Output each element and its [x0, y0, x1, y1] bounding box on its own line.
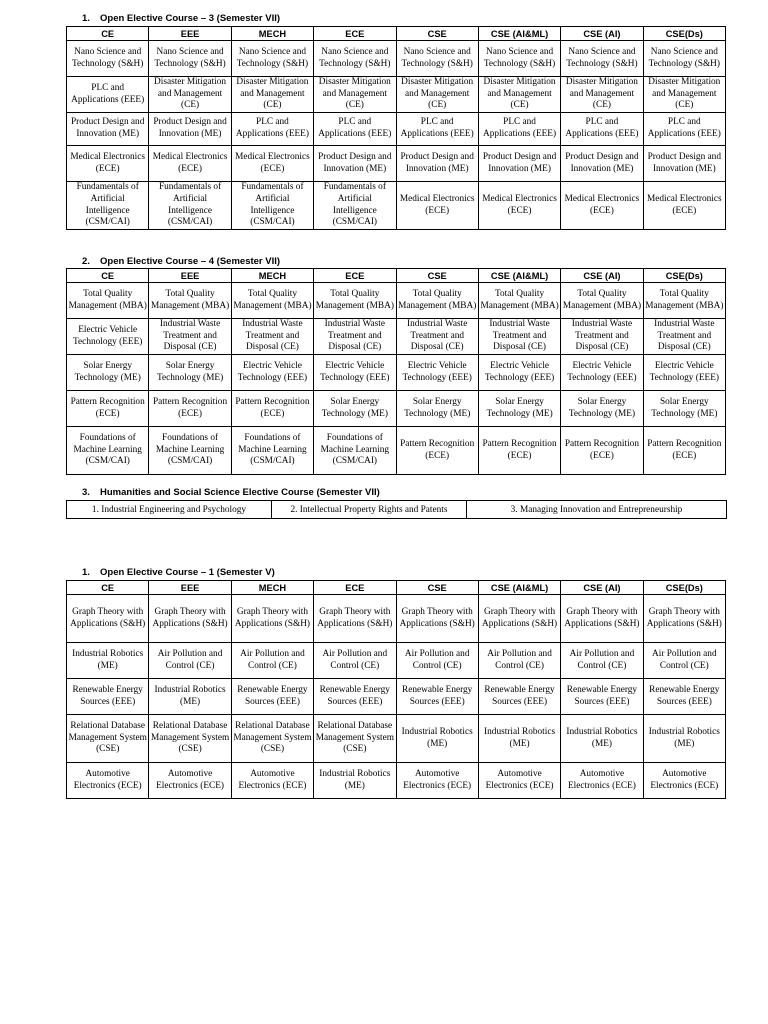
oe4-cell-eee: Solar Energy Technology (ME) — [149, 355, 231, 391]
oe4-cell-cse: Total Quality Management (MBA) — [396, 283, 478, 319]
oe3-col-header-mech: MECH — [231, 27, 313, 41]
oe1-cell-eee: Air Pollution and Control (CE) — [149, 643, 231, 679]
oe3-cell-cse-ai-ml: Disaster Mitigation and Management (CE) — [478, 77, 560, 113]
oe1-cell-cse-ds: Industrial Robotics (ME) — [643, 715, 725, 763]
table-row — [67, 427, 726, 475]
oe3-cell-cse-ai: PLC and Applications (EEE) — [561, 113, 643, 146]
oe1-col-header-cse: CSE — [396, 581, 478, 595]
oe4-cell-ece: Industrial Waste Treatment and Disposal (CE) — [314, 319, 396, 355]
oe1-cell-ce: Graph Theory with Applications (S&H) — [67, 595, 149, 643]
oe1-cell-mech: Graph Theory with Applications (S&H) — [231, 595, 313, 643]
oe4-cell-cse-ai: Electric Vehicle Technology (EEE) — [561, 355, 643, 391]
oe1-title: Open Elective Course – 1 (Semester V) — [100, 567, 275, 578]
oe4-cell-eee: Total Quality Management (MBA) — [149, 283, 231, 319]
oe4-cell-mech: Pattern Recognition (ECE) — [231, 391, 313, 427]
oe1-cell-cse-ai: Industrial Robotics (ME) — [561, 715, 643, 763]
oe1-cell-cse: Graph Theory with Applications (S&H) — [396, 595, 478, 643]
hss-item-3: 3. Managing Innovation and Entrepreneurship — [467, 501, 727, 519]
oe4-cell-mech: Industrial Waste Treatment and Disposal (CE) — [231, 319, 313, 355]
oe4-table — [66, 268, 726, 475]
oe3-cell-ce: Product Design and Innovation (ME) — [67, 113, 149, 146]
oe1-col-header-ce: CE — [67, 581, 149, 595]
oe3-cell-ece: Product Design and Innovation (ME) — [314, 146, 396, 182]
oe1-cell-cse-ai-ml: Air Pollution and Control (CE) — [478, 643, 560, 679]
oe1-number: 1. — [82, 567, 90, 578]
oe3-cell-cse: Product Design and Innovation (ME) — [396, 146, 478, 182]
oe1-col-header-cse-ds: CSE(Ds) — [643, 581, 725, 595]
hss-row — [67, 501, 727, 519]
oe4-cell-eee: Industrial Waste Treatment and Disposal (CE) — [149, 319, 231, 355]
oe3-cell-eee: Fundamentals of Artificial Intelligence (CSM/CAI) — [149, 182, 231, 230]
oe4-cell-cse-ai: Industrial Waste Treatment and Disposal (CE) — [561, 319, 643, 355]
oe4-cell-ce: Pattern Recognition (ECE) — [67, 391, 149, 427]
oe3-header-row — [67, 27, 726, 41]
oe4-cell-ce: Total Quality Management (MBA) — [67, 283, 149, 319]
oe1-cell-ce: Industrial Robotics (ME) — [67, 643, 149, 679]
oe1-cell-ece: Graph Theory with Applications (S&H) — [314, 595, 396, 643]
oe1-col-header-eee: EEE — [149, 581, 231, 595]
oe4-col-header-cse-ai-ml: CSE (AI&ML) — [478, 269, 560, 283]
oe4-cell-ece: Solar Energy Technology (ME) — [314, 391, 396, 427]
oe1-heading — [82, 567, 275, 578]
oe4-col-header-eee: EEE — [149, 269, 231, 283]
oe3-cell-eee: Disaster Mitigation and Management (CE) — [149, 77, 231, 113]
oe3-cell-ce: Fundamentals of Artificial Intelligence (CSM/CAI) — [67, 182, 149, 230]
hss-number: 3. — [82, 487, 90, 498]
oe3-cell-ece: Fundamentals of Artificial Intelligence (CSM/CAI) — [314, 182, 396, 230]
oe1-cell-cse-ds: Automotive Electronics (ECE) — [643, 763, 725, 799]
hss-title: Humanities and Social Science Elective Course (Semester VII) — [100, 487, 380, 498]
oe4-cell-cse-ai-ml: Solar Energy Technology (ME) — [478, 391, 560, 427]
oe4-cell-cse-ai: Solar Energy Technology (ME) — [561, 391, 643, 427]
oe4-cell-cse-ai-ml: Electric Vehicle Technology (EEE) — [478, 355, 560, 391]
oe1-cell-ce: Automotive Electronics (ECE) — [67, 763, 149, 799]
oe4-cell-cse: Pattern Recognition (ECE) — [396, 427, 478, 475]
oe1-cell-cse: Renewable Energy Sources (EEE) — [396, 679, 478, 715]
oe3-cell-cse-ai-ml: Medical Electronics (ECE) — [478, 182, 560, 230]
oe3-cell-cse-ai-ml: Nano Science and Technology (S&H) — [478, 41, 560, 77]
oe4-col-header-cse: CSE — [396, 269, 478, 283]
oe4-cell-mech: Foundations of Machine Learning (CSM/CAI) — [231, 427, 313, 475]
oe4-cell-cse-ds: Pattern Recognition (ECE) — [643, 427, 725, 475]
oe4-cell-cse: Electric Vehicle Technology (EEE) — [396, 355, 478, 391]
oe1-cell-cse-ai-ml: Automotive Electronics (ECE) — [478, 763, 560, 799]
oe4-col-header-ce: CE — [67, 269, 149, 283]
oe4-cell-cse-ai-ml: Pattern Recognition (ECE) — [478, 427, 560, 475]
oe1-cell-mech: Renewable Energy Sources (EEE) — [231, 679, 313, 715]
oe3-cell-cse-ai-ml: Product Design and Innovation (ME) — [478, 146, 560, 182]
oe3-cell-cse: Medical Electronics (ECE) — [396, 182, 478, 230]
oe3-cell-cse-ai: Medical Electronics (ECE) — [561, 182, 643, 230]
oe1-cell-cse-ai-ml: Industrial Robotics (ME) — [478, 715, 560, 763]
oe4-cell-ce: Electric Vehicle Technology (EEE) — [67, 319, 149, 355]
oe4-col-header-cse-ai: CSE (AI) — [561, 269, 643, 283]
oe4-cell-cse-ai: Total Quality Management (MBA) — [561, 283, 643, 319]
oe4-col-header-ece: ECE — [314, 269, 396, 283]
oe1-cell-mech: Air Pollution and Control (CE) — [231, 643, 313, 679]
oe4-col-header-mech: MECH — [231, 269, 313, 283]
oe3-col-header-eee: EEE — [149, 27, 231, 41]
oe3-cell-cse: Disaster Mitigation and Management (CE) — [396, 77, 478, 113]
oe1-cell-ce: Relational Database Management System (CSE) — [67, 715, 149, 763]
oe4-cell-ece: Electric Vehicle Technology (EEE) — [314, 355, 396, 391]
oe1-cell-cse-ds: Graph Theory with Applications (S&H) — [643, 595, 725, 643]
table-row — [67, 595, 726, 643]
table-row — [67, 319, 726, 355]
oe4-cell-cse-ai-ml: Total Quality Management (MBA) — [478, 283, 560, 319]
oe1-header-row — [67, 581, 726, 595]
oe3-cell-cse-ds: PLC and Applications (EEE) — [643, 113, 725, 146]
oe3-col-header-cse: CSE — [396, 27, 478, 41]
oe1-col-header-cse-ai: CSE (AI) — [561, 581, 643, 595]
oe4-col-header-cse-ds: CSE(Ds) — [643, 269, 725, 283]
oe1-cell-cse: Air Pollution and Control (CE) — [396, 643, 478, 679]
table-row — [67, 679, 726, 715]
oe3-cell-mech: Medical Electronics (ECE) — [231, 146, 313, 182]
oe1-cell-cse-ds: Air Pollution and Control (CE) — [643, 643, 725, 679]
oe3-number: 1. — [82, 13, 90, 24]
oe1-cell-cse-ai-ml: Graph Theory with Applications (S&H) — [478, 595, 560, 643]
oe3-cell-ece: Disaster Mitigation and Management (CE) — [314, 77, 396, 113]
oe4-cell-cse-ai: Pattern Recognition (ECE) — [561, 427, 643, 475]
oe1-table — [66, 580, 726, 799]
oe3-table — [66, 26, 726, 230]
oe4-cell-cse: Solar Energy Technology (ME) — [396, 391, 478, 427]
oe4-cell-eee: Pattern Recognition (ECE) — [149, 391, 231, 427]
oe4-cell-ce: Foundations of Machine Learning (CSM/CAI) — [67, 427, 149, 475]
oe4-cell-cse-ds: Solar Energy Technology (ME) — [643, 391, 725, 427]
oe4-cell-ece: Total Quality Management (MBA) — [314, 283, 396, 319]
oe3-cell-mech: PLC and Applications (EEE) — [231, 113, 313, 146]
oe3-cell-eee: Medical Electronics (ECE) — [149, 146, 231, 182]
oe1-cell-ece: Renewable Energy Sources (EEE) — [314, 679, 396, 715]
oe4-heading — [82, 256, 280, 267]
oe3-cell-ce: Nano Science and Technology (S&H) — [67, 41, 149, 77]
table-row — [67, 715, 726, 763]
table-row — [67, 77, 726, 113]
oe3-cell-mech: Fundamentals of Artificial Intelligence (CSM/CAI) — [231, 182, 313, 230]
oe3-cell-ece: Nano Science and Technology (S&H) — [314, 41, 396, 77]
oe3-cell-ce: PLC and Applications (EEE) — [67, 77, 149, 113]
oe3-cell-cse-ds: Disaster Mitigation and Management (CE) — [643, 77, 725, 113]
table-row — [67, 41, 726, 77]
oe1-cell-cse-ai-ml: Renewable Energy Sources (EEE) — [478, 679, 560, 715]
hss-heading — [82, 487, 380, 498]
oe4-title: Open Elective Course – 4 (Semester VII) — [100, 256, 281, 267]
oe3-cell-cse-ai: Disaster Mitigation and Management (CE) — [561, 77, 643, 113]
oe1-cell-mech: Relational Database Management System (CSE) — [231, 715, 313, 763]
oe3-cell-cse-ai-ml: PLC and Applications (EEE) — [478, 113, 560, 146]
table-row — [67, 391, 726, 427]
oe3-cell-cse: Nano Science and Technology (S&H) — [396, 41, 478, 77]
table-row — [67, 182, 726, 230]
oe3-col-header-ce: CE — [67, 27, 149, 41]
oe4-cell-mech: Total Quality Management (MBA) — [231, 283, 313, 319]
oe1-cell-ece: Air Pollution and Control (CE) — [314, 643, 396, 679]
oe1-cell-cse: Industrial Robotics (ME) — [396, 715, 478, 763]
oe1-cell-eee: Graph Theory with Applications (S&H) — [149, 595, 231, 643]
oe4-cell-ce: Solar Energy Technology (ME) — [67, 355, 149, 391]
oe3-title: Open Elective Course – 3 (Semester VII) — [100, 13, 281, 24]
table-row — [67, 763, 726, 799]
oe4-cell-mech: Electric Vehicle Technology (EEE) — [231, 355, 313, 391]
oe3-cell-eee: Product Design and Innovation (ME) — [149, 113, 231, 146]
oe1-cell-cse-ai: Air Pollution and Control (CE) — [561, 643, 643, 679]
oe4-cell-eee: Foundations of Machine Learning (CSM/CAI) — [149, 427, 231, 475]
oe3-col-header-ece: ECE — [314, 27, 396, 41]
oe4-header-row — [67, 269, 726, 283]
oe3-cell-cse-ds: Product Design and Innovation (ME) — [643, 146, 725, 182]
oe4-cell-cse: Industrial Waste Treatment and Disposal (CE) — [396, 319, 478, 355]
oe4-number: 2. — [82, 256, 90, 267]
oe1-cell-cse: Automotive Electronics (ECE) — [396, 763, 478, 799]
table-row — [67, 643, 726, 679]
oe1-cell-ce: Renewable Energy Sources (EEE) — [67, 679, 149, 715]
oe3-cell-mech: Disaster Mitigation and Management (CE) — [231, 77, 313, 113]
oe1-cell-cse-ds: Renewable Energy Sources (EEE) — [643, 679, 725, 715]
oe1-col-header-ece: ECE — [314, 581, 396, 595]
oe3-col-header-cse-ai: CSE (AI) — [561, 27, 643, 41]
oe1-cell-ece: Industrial Robotics (ME) — [314, 763, 396, 799]
oe1-cell-mech: Automotive Electronics (ECE) — [231, 763, 313, 799]
hss-item-2: 2. Intellectual Property Rights and Patents — [272, 501, 467, 519]
oe3-cell-cse-ai: Product Design and Innovation (ME) — [561, 146, 643, 182]
oe1-cell-ece: Relational Database Management System (CSE) — [314, 715, 396, 763]
oe3-col-header-cse-ds: CSE(Ds) — [643, 27, 725, 41]
oe1-cell-eee: Industrial Robotics (ME) — [149, 679, 231, 715]
oe3-cell-ece: PLC and Applications (EEE) — [314, 113, 396, 146]
oe1-cell-eee: Automotive Electronics (ECE) — [149, 763, 231, 799]
oe3-cell-eee: Nano Science and Technology (S&H) — [149, 41, 231, 77]
oe4-cell-cse-ai-ml: Industrial Waste Treatment and Disposal (CE) — [478, 319, 560, 355]
table-row — [67, 146, 726, 182]
oe3-heading — [82, 13, 280, 24]
oe1-cell-cse-ai: Renewable Energy Sources (EEE) — [561, 679, 643, 715]
oe3-cell-cse-ds: Medical Electronics (ECE) — [643, 182, 725, 230]
oe4-cell-cse-ds: Electric Vehicle Technology (EEE) — [643, 355, 725, 391]
oe3-cell-cse-ds: Nano Science and Technology (S&H) — [643, 41, 725, 77]
oe1-col-header-cse-ai-ml: CSE (AI&ML) — [478, 581, 560, 595]
table-row — [67, 283, 726, 319]
oe3-cell-cse: PLC and Applications (EEE) — [396, 113, 478, 146]
oe4-cell-cse-ds: Total Quality Management (MBA) — [643, 283, 725, 319]
oe3-cell-mech: Nano Science and Technology (S&H) — [231, 41, 313, 77]
oe4-cell-cse-ds: Industrial Waste Treatment and Disposal (CE) — [643, 319, 725, 355]
oe4-cell-ece: Foundations of Machine Learning (CSM/CAI) — [314, 427, 396, 475]
oe3-cell-ce: Medical Electronics (ECE) — [67, 146, 149, 182]
oe3-cell-cse-ai: Nano Science and Technology (S&H) — [561, 41, 643, 77]
oe3-col-header-cse-ai-ml: CSE (AI&ML) — [478, 27, 560, 41]
hss-table — [66, 500, 727, 519]
oe1-col-header-mech: MECH — [231, 581, 313, 595]
table-row — [67, 355, 726, 391]
hss-item-1: 1. Industrial Engineering and Psychology — [67, 501, 272, 519]
oe1-cell-cse-ai: Graph Theory with Applications (S&H) — [561, 595, 643, 643]
oe1-cell-cse-ai: Automotive Electronics (ECE) — [561, 763, 643, 799]
oe1-cell-eee: Relational Database Management System (CSE) — [149, 715, 231, 763]
table-row — [67, 113, 726, 146]
